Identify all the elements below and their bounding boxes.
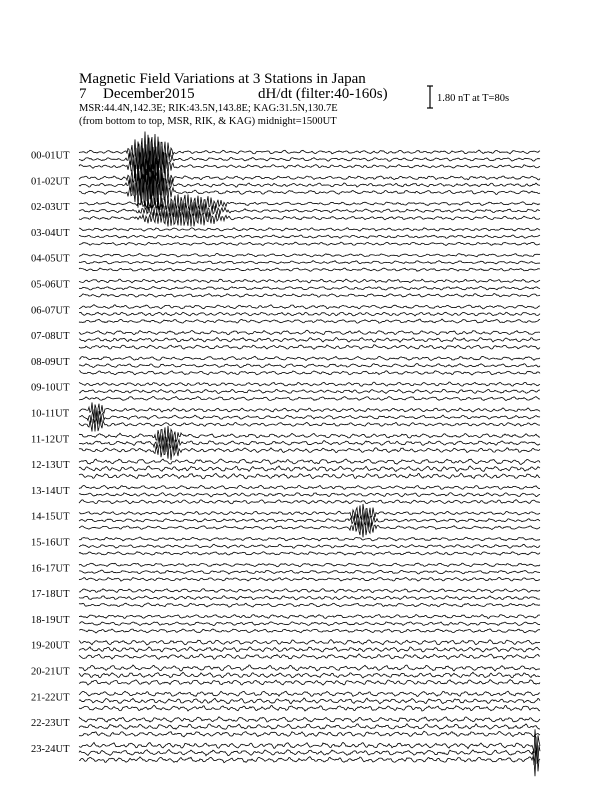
trace-kag: [79, 459, 540, 465]
month-year-label: December2015: [103, 86, 195, 102]
trace-rik: [79, 493, 540, 497]
trace-msr: [79, 345, 540, 350]
trace-msr: [79, 705, 540, 711]
trace-kag: [79, 665, 540, 671]
trace-rik: [79, 389, 540, 393]
hour-label: 02-03UT: [31, 202, 70, 214]
hour-label: 06-07UT: [31, 305, 70, 317]
trace-rik: [79, 570, 540, 574]
trace-rik: [79, 261, 540, 264]
trace-kag: [79, 305, 540, 309]
trace-rik: [79, 596, 540, 600]
trace-msr: [79, 577, 540, 581]
trace-msr: [79, 319, 540, 323]
trace-msr: [79, 731, 540, 737]
hour-label: 11-12UT: [31, 434, 70, 446]
hour-label: 08-09UT: [31, 356, 70, 368]
trace-rik: [79, 672, 540, 678]
hour-label: 15-16UT: [31, 537, 70, 549]
trace-kag: [79, 563, 540, 567]
trace-rik: [79, 466, 540, 472]
trace-msr: [79, 242, 540, 245]
hour-label: 01-02UT: [31, 176, 70, 188]
trace-kag: [79, 253, 540, 256]
trace-rik: [79, 647, 540, 652]
scale-label: 1.80 nT at T=80s: [437, 93, 510, 104]
trace-msr: [79, 680, 540, 686]
chart-title: Magnetic Field Variations at 3 Stations in Japan: [79, 71, 366, 87]
trace-kag: [79, 485, 540, 489]
trace-rik: [79, 235, 540, 238]
trace-rik: [79, 364, 540, 368]
hour-labels: [31, 151, 70, 755]
trace-kag: [79, 504, 540, 521]
trace-msr: [79, 396, 540, 400]
trace-msr: [79, 268, 540, 271]
trace-rik: [79, 724, 540, 729]
trace-rik: [79, 312, 540, 316]
hour-label: 17-18UT: [31, 589, 70, 601]
hour-label: 16-17UT: [31, 563, 70, 575]
trace-kag: [79, 589, 540, 593]
hour-label: 10-11UT: [31, 408, 70, 420]
trace-msr: [79, 629, 540, 633]
scale-bar: [427, 86, 433, 108]
hour-label: 23-24UT: [31, 743, 70, 755]
hour-label: 03-04UT: [31, 227, 70, 239]
trace-kag: [79, 717, 540, 723]
hour-label: 09-10UT: [31, 382, 70, 394]
hour-label: 07-08UT: [31, 331, 70, 343]
traces: [79, 132, 540, 777]
trace-kag: [79, 356, 540, 360]
hour-label: 13-14UT: [31, 485, 70, 497]
trace-kag: [79, 537, 540, 541]
hour-label: 22-23UT: [31, 718, 70, 730]
hour-label: 20-21UT: [31, 666, 70, 678]
trace-rik: [79, 286, 540, 290]
quantity-label: dH/dt (filter:40-160s): [258, 86, 388, 102]
trace-kag: [79, 382, 540, 386]
trace-kag: [79, 691, 540, 696]
day-label: 7: [79, 86, 87, 102]
trace-rik: [79, 622, 540, 626]
trace-msr: [79, 473, 540, 479]
trace-msr: [79, 552, 540, 556]
trace-rik: [79, 544, 540, 548]
station-order-label: (from bottom to top, MSR, RIK, & KAG) midnight=1500UT: [79, 116, 337, 127]
trace-msr: [79, 500, 540, 504]
trace-msr: [79, 519, 540, 537]
hour-label: 21-22UT: [31, 692, 70, 704]
trace-msr: [79, 654, 540, 659]
hour-label: 04-05UT: [31, 253, 70, 265]
hour-label: 19-20UT: [31, 640, 70, 652]
stations-label: MSR:44.4N,142.3E; RIK:43.5N,143.8E; KAG:31.5N,130.7E: [79, 103, 338, 114]
hour-label: 18-19UT: [31, 614, 70, 626]
trace-kag: [79, 228, 540, 231]
hour-label: 05-06UT: [31, 279, 70, 291]
trace-kag: [79, 614, 540, 618]
hour-label: 12-13UT: [31, 460, 70, 472]
hour-label: 00-01UT: [31, 150, 70, 162]
trace-rik: [79, 337, 540, 342]
hour-label: 14-15UT: [31, 511, 70, 523]
trace-msr: [79, 293, 540, 297]
trace-rik: [79, 698, 540, 704]
trace-kag: [79, 330, 540, 335]
trace-kag: [79, 640, 540, 645]
trace-msr: [79, 371, 540, 375]
trace-msr: [79, 603, 540, 607]
trace-kag: [79, 279, 540, 283]
